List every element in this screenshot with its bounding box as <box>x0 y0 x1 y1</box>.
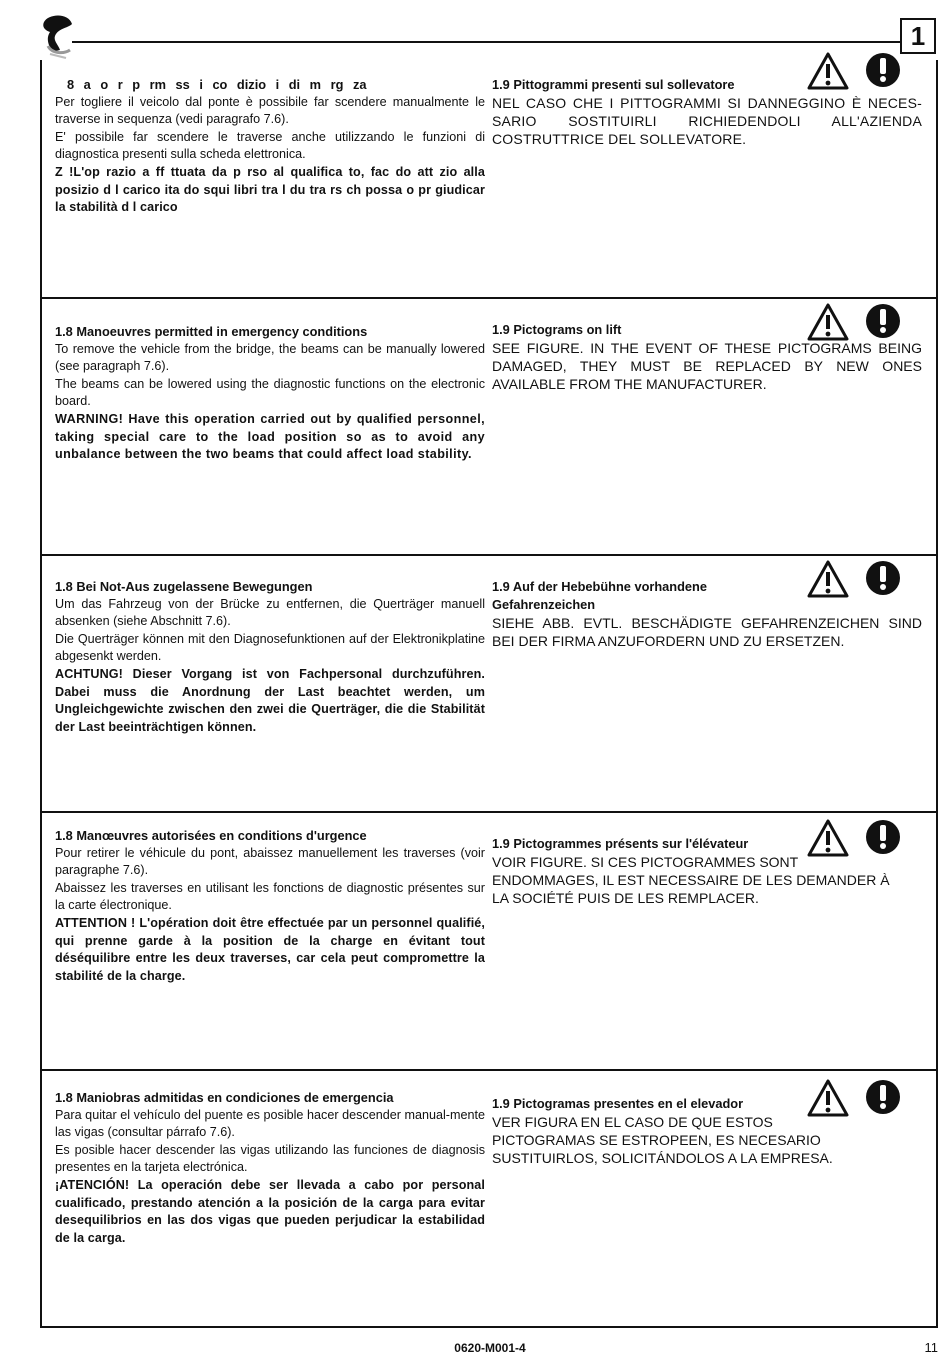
section-heading: 1.8 Bei Not-Aus zugelassene Bewegungen <box>55 579 313 594</box>
warning-text: WARNING! Have this operation carried out by qualified personnel, taking special care to the load position so as to avoid any unbalance between the two beams that could affect load stability. <box>55 411 485 462</box>
exclamation-circle-icon <box>865 1079 901 1115</box>
warning-triangle-icon <box>807 1079 849 1117</box>
paragraph: Per togliere il veicolo dal ponte è possibile far scendere manualmente le traverse in sequenza (vedi paragrafo 7.6). <box>55 94 485 127</box>
paragraph: SIEHE ABB. EVTL. BESCHÄDIGTE GEFAHRENZEICHEN SIND BEI DER FIRMA ANZUFORDERN UND ZU ERSETZEN. <box>492 615 922 649</box>
section-english <box>42 297 936 554</box>
section-heading: 1.9 Pittogrammi presenti sul sollevatore <box>492 77 735 92</box>
paragraph: VER FIGURA EN EL CASO DE QUE ESTOS PICTOGRAMAS SE ESTROPEEN, ES NECESARIO SUSTITUIRLOS, SOLICITÁNDOLOS A LA EMPRESA. <box>492 1114 833 1166</box>
section-heading: 1.9 Pictograms on lift <box>492 322 622 337</box>
paragraph: VOIR FIGURE. SI CES PICTOGRAMMES SONT ENDOMMAGES, IL EST NECESSAIRE DE LES DEMANDER À LA SOCIÉTÉ PUIS DE LES REMPLACER. <box>492 854 890 906</box>
emergency-manoeuvres-text <box>55 76 485 217</box>
warning-text: Z !L'op razio a ff ttuata da p rso al qualifica to, fac do att zio alla posizio d l carico ita do squi libri tra l du tra rs ch possa o pr giudicar la stabilità d l carico <box>55 164 485 215</box>
exclamation-circle-icon <box>865 303 901 339</box>
emergency-manoeuvres-text <box>55 1089 485 1247</box>
section-heading: 1.8 Manœuvres autorisées en conditions d'urgence <box>55 828 367 843</box>
section-heading: 8 a o r p rm ss i co dizio i di m rg za <box>67 77 367 92</box>
emergency-manoeuvres-text <box>55 827 485 985</box>
section-german <box>42 554 936 811</box>
section-spanish <box>42 1069 936 1326</box>
pictogram-icons <box>807 1079 907 1119</box>
page-number: 11 <box>924 1340 938 1355</box>
paragraph: NEL CASO CHE I PITTOGRAMMI SI DANNEGGINO È NECES-SARIO SOSTITUIRLI RICHIEDENDOLI ALL'AZIENDA COSTRUTTRICE DEL SOLLEVATORE. <box>492 95 922 147</box>
warning-triangle-icon <box>807 819 849 857</box>
manufacturer-logo <box>38 14 78 60</box>
exclamation-circle-icon <box>865 819 901 855</box>
warning-triangle-icon <box>807 303 849 341</box>
emergency-manoeuvres-text <box>55 578 485 736</box>
paragraph: Es posible hacer descender las vigas utilizando las funciones de diagnosis presentes en la tarjeta electrónica. <box>55 1142 485 1175</box>
document-code: 0620-M001-4 <box>454 1341 526 1355</box>
warning-triangle-icon <box>807 52 849 90</box>
header-rule <box>72 41 900 43</box>
content-frame <box>40 60 938 1328</box>
paragraph: Die Querträger können mit den Diagnosefunktionen auf der Elektronikplatine abgesenkt werden. <box>55 631 485 664</box>
pictogram-icons <box>807 303 907 343</box>
paragraph: Um das Fahrzeug von der Brücke zu entfernen, die Querträger manuell absenken (siehe Abschnitt 7.6). <box>55 596 485 629</box>
warning-text: ATTENTION ! L'opération doit être effectuée par un personnel qualifié, qui prenne garde à la position de la charge en évitant tout déséquilibre entre les deux traverses, car cela peut compromettre la stabilité de la charge. <box>55 915 485 983</box>
pictogram-icons <box>807 52 907 92</box>
paragraph: Para quitar el vehículo del puente es posible hacer descender manual-mente las vigas (consultar párrafo 7.6). <box>55 1107 485 1140</box>
section-heading: 1.9 Auf der Hebebühne vorhandene Gefahrenzeichen <box>492 579 707 612</box>
paragraph: E' possibile far scendere le traverse anche utilizzando le funzioni di diagnostica presenti sulla scheda elettronica. <box>55 129 485 162</box>
paragraph: SEE FIGURE. IN THE EVENT OF THESE PICTOGRAMS BEING DAMAGED, THEY MUST BE REPLACED BY NEW ONES AVAILABLE FROM THE MANUFACTURER. <box>492 340 922 392</box>
paragraph: Abaissez les traverses en utilisant les fonctions de diagnostic présentes sur la carte électronique. <box>55 880 485 913</box>
section-heading: 1.8 Maniobras admitidas en condiciones de emergencia <box>55 1090 394 1105</box>
paragraph: The beams can be lowered using the diagnostic functions on the electronic board. <box>55 376 485 409</box>
pictogram-icons <box>807 560 907 600</box>
warning-text: ACHTUNG! Dieser Vorgang ist von Fachpersonal durchzuführen. Dabei muss die Anordnung der Last beachtet werden, um Ungleichgewichte zwischen den zwei die Querträger, die die Stabilität der Last beeinträchtigen können. <box>55 666 485 734</box>
paragraph: Pour retirer le véhicule du pont, abaissez manuellement les traverses (voir paragraphe 7.6). <box>55 845 485 878</box>
section-heading: 1.9 Pictogrammes présents sur l'élévateur <box>492 836 749 851</box>
pictogram-icons <box>807 819 907 859</box>
warning-triangle-icon <box>807 560 849 598</box>
section-french <box>42 811 936 1069</box>
exclamation-circle-icon <box>865 560 901 596</box>
section-heading: 1.9 Pictogramas presentes en el elevador <box>492 1096 744 1111</box>
paragraph: To remove the vehicle from the bridge, the beams can be manually lowered (see paragraph 7.6). <box>55 341 485 374</box>
exclamation-circle-icon <box>865 52 901 88</box>
chapter-number-box: 1 <box>900 18 936 54</box>
section-italian <box>42 60 936 297</box>
section-heading: 1.8 Manoeuvres permitted in emergency conditions <box>55 324 368 339</box>
warning-text: ¡ATENCIÓN! La operación debe ser llevada a cabo por personal cualificado, prestando atención a la posición de la carga para evitar desequilibrios en las dos vigas que pueden perjudicar la estabilidad de la carga. <box>55 1177 485 1245</box>
emergency-manoeuvres-text <box>55 323 485 464</box>
